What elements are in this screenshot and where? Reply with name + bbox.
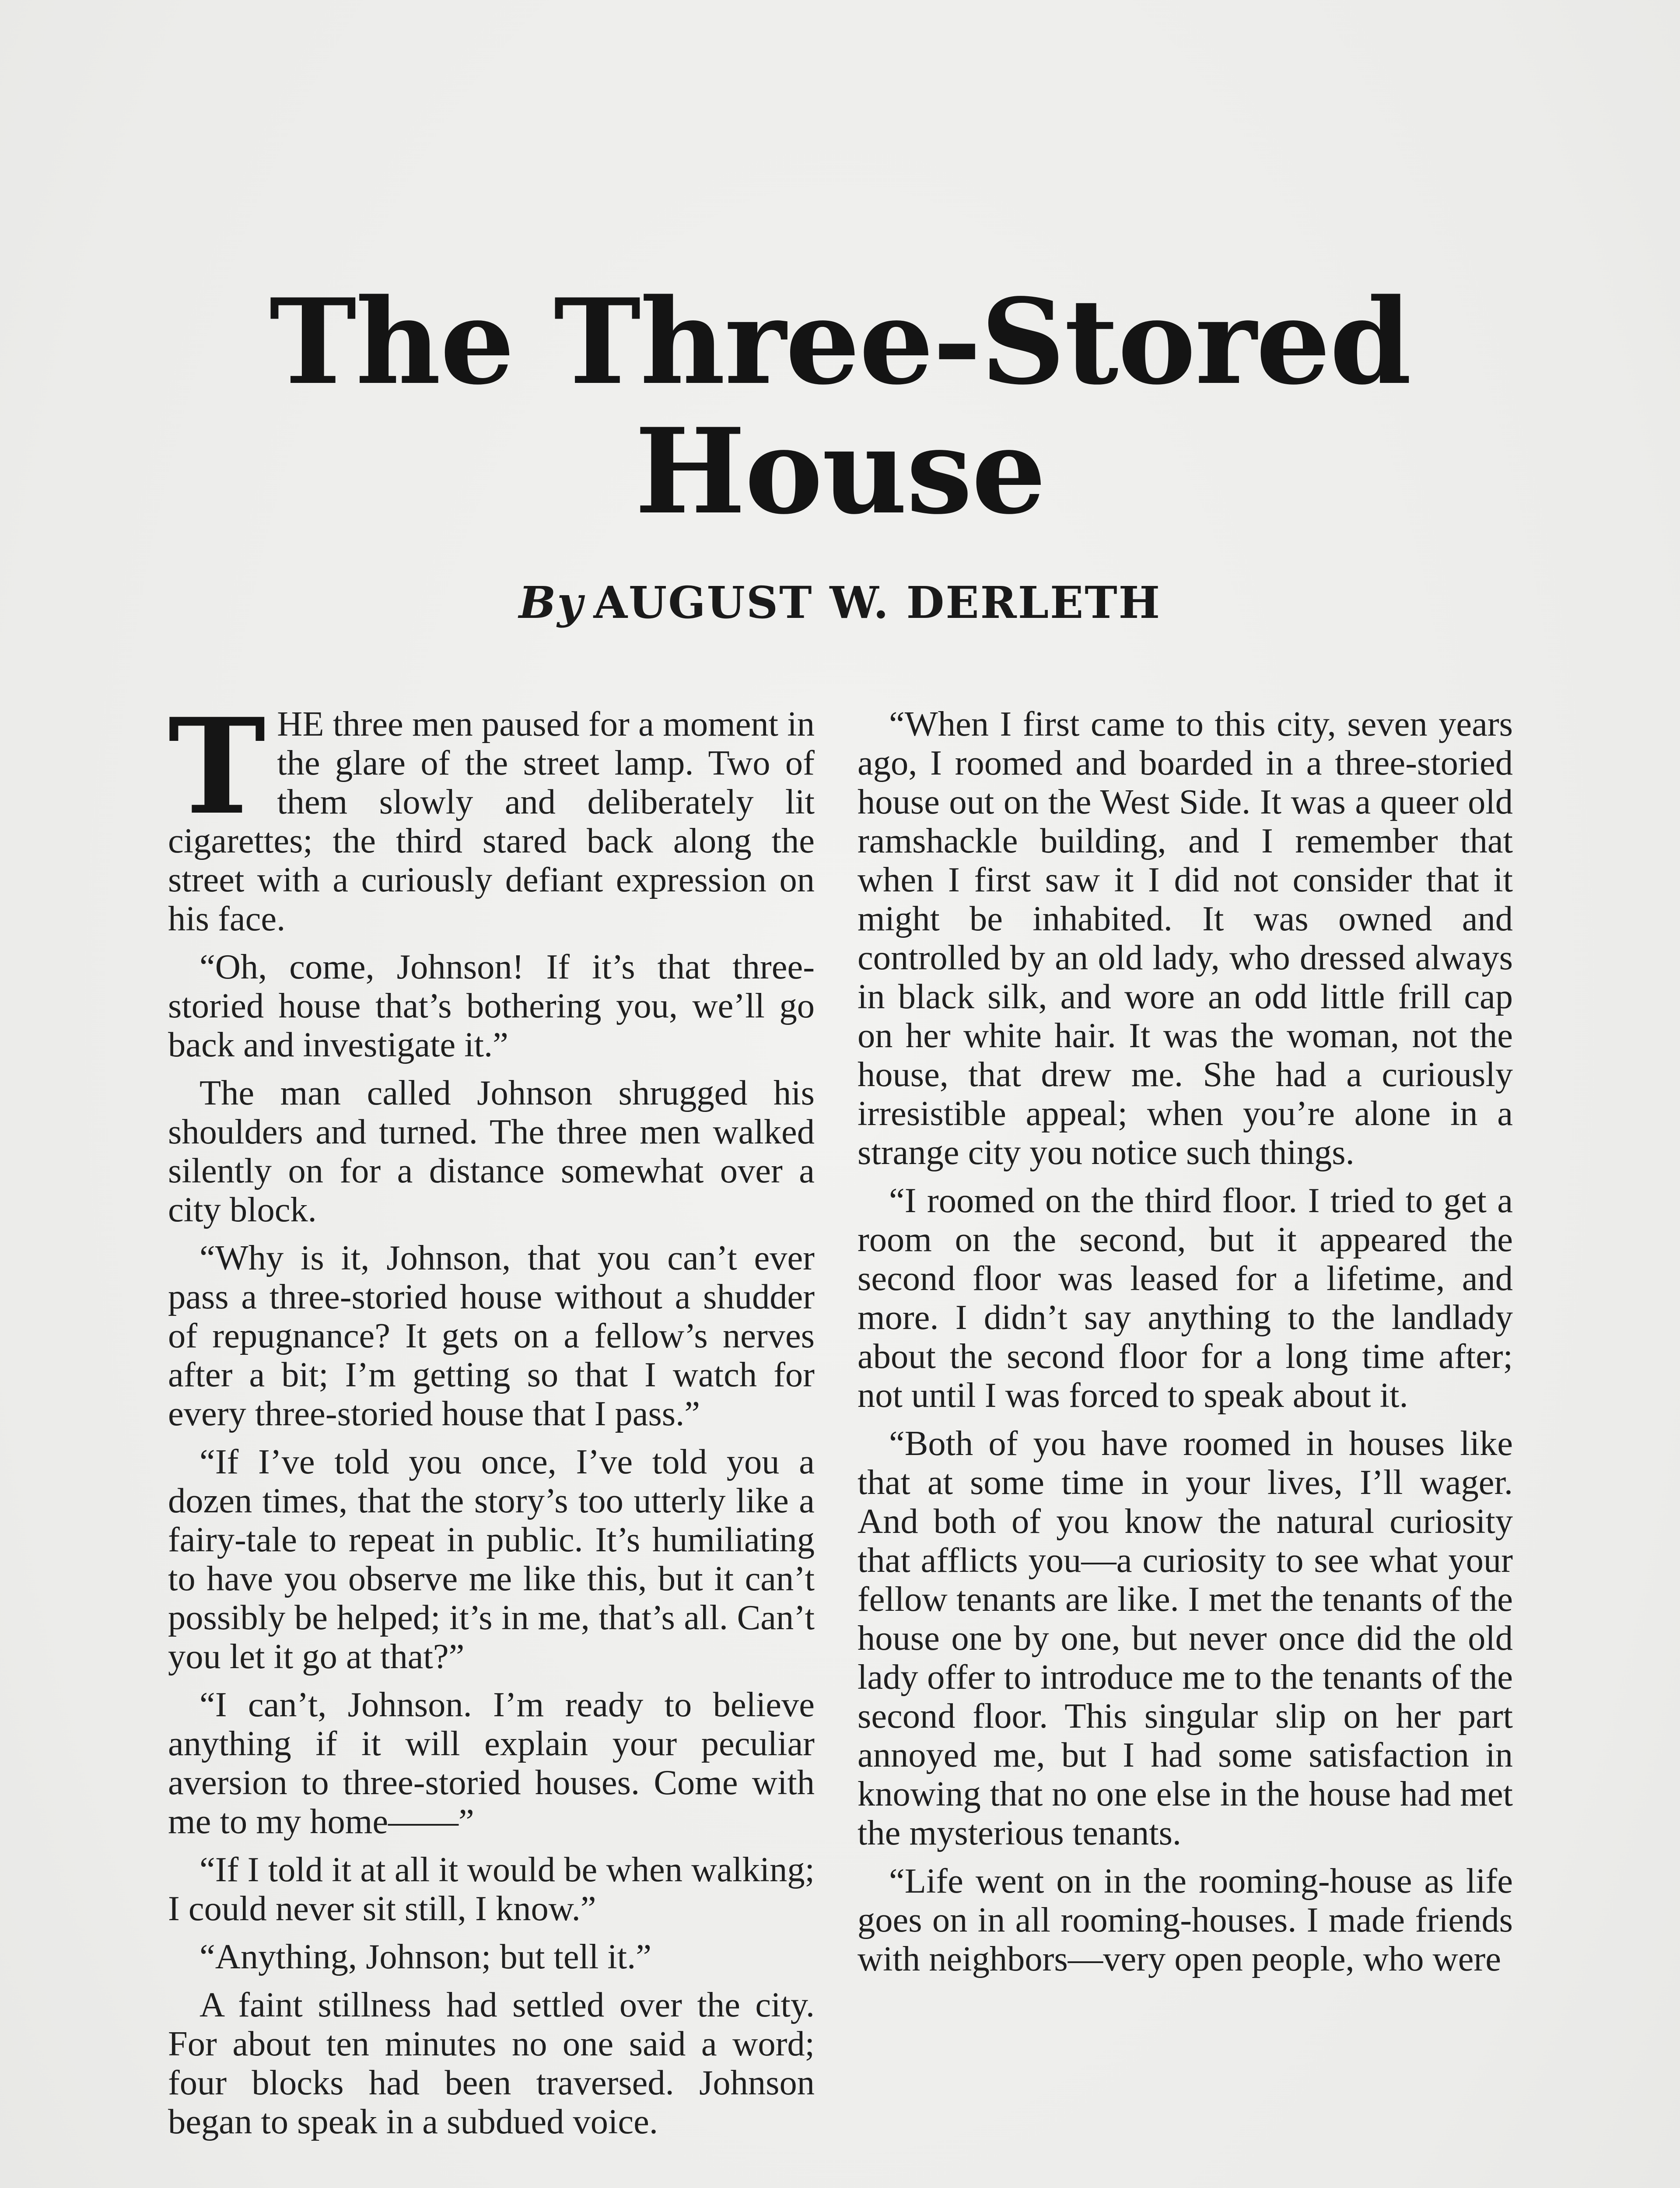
paragraph: “Oh, come, Johnson! If it’s that three-storied house that’s bothering you, we’ll go back and investigate it.” [168, 947, 815, 1064]
byline [0, 577, 1680, 628]
paragraph: “Anything, Johnson; but tell it.” [200, 1937, 652, 1976]
right-column [858, 705, 1513, 1988]
story-title-line-1: The Three-Stored [269, 273, 1411, 411]
paragraph: “Both of you have roomed in houses like that at some time in your lives, I’ll wager. And both of you know the natural curiosity that afflicts you—a curiosity to see what your fellow tenants are like. I met the tenants of the house one by one, but never once did the old lady offer to introduce me to the tenants of the second floor. This singular slip on her part annoyed me, but I had some satisfaction in knowing that no one else in the house had met the mysterious tenants. [858, 1424, 1513, 1852]
drop-cap: T [168, 689, 266, 844]
byline-by: By [518, 577, 584, 628]
paragraph: A faint stillness had settled over the city. For about ten minutes no one said a word; four blocks had been traversed. Johnson began to speak in a subdued voice. [168, 1985, 815, 2141]
opening-paragraph-text: HE three men paused for a moment in the glare of the street lamp. Two of them slowly and deliberately lit cigarettes; the third stared back along the street with a curiously defiant expression on his face. [168, 705, 815, 938]
left-column [168, 689, 815, 2150]
opening-paragraph [168, 689, 815, 938]
paragraph: The man called Johnson shrugged his shoulders and turned. The three men walked silently on for a distance somewhat over a city block. [168, 1073, 815, 1229]
paragraph: “I roomed on the third floor. I tried to get a room on the second, but it appeared the second floor was leased for a lifetime, and more. I didn’t say anything to the landlady about the second floor for a long time after; not until I was forced to speak about it. [858, 1181, 1513, 1415]
paragraph: “If I told it at all it would be when walking; I could never sit still, I know.” [168, 1850, 815, 1928]
paragraph: “If I’ve told you once, I’ve told you a dozen times, that the story’s too utterly like a fairy-tale to repeat in public. It’s humiliating to have you observe me like this, but it can’t possibly be helped; it’s in me, that’s all. Can’t you let it go at that?” [168, 1442, 815, 1676]
paragraph: “When I first came to this city, seven years ago, I roomed and boarded in a three-storied house out on the West Side. It was a queer old ramshackle building, and I remember that when I first saw it I did not consider that it might be inhabited. It was owned and controlled by an old lady, who dressed always in black silk, and wore an odd little frill cap on her white hair. It was the woman, not the house, that drew me. She had a curiously irresistible appeal; when you’re alone in a strange city you notice such things. [858, 705, 1513, 1172]
paragraph: “Life went on in the rooming-house as life goes on in all rooming-houses. I made friends with neighbors—very open people, who were [858, 1862, 1513, 1978]
story-title-line-2: House [634, 403, 1046, 540]
byline-author: AUGUST W. DERLETH [593, 577, 1162, 628]
paragraph: “Why is it, Johnson, that you can’t ever pass a three-storied house without a shudder of repugnance? It gets on a fellow’s nerves after a bit; I’m getting so that I watch for every three-storied house that I pass.” [168, 1238, 815, 1433]
paragraph: “I can’t, Johnson. I’m ready to believe anything if it will explain your peculiar aversion to three-storied houses. Come with me to my home——” [168, 1685, 815, 1841]
